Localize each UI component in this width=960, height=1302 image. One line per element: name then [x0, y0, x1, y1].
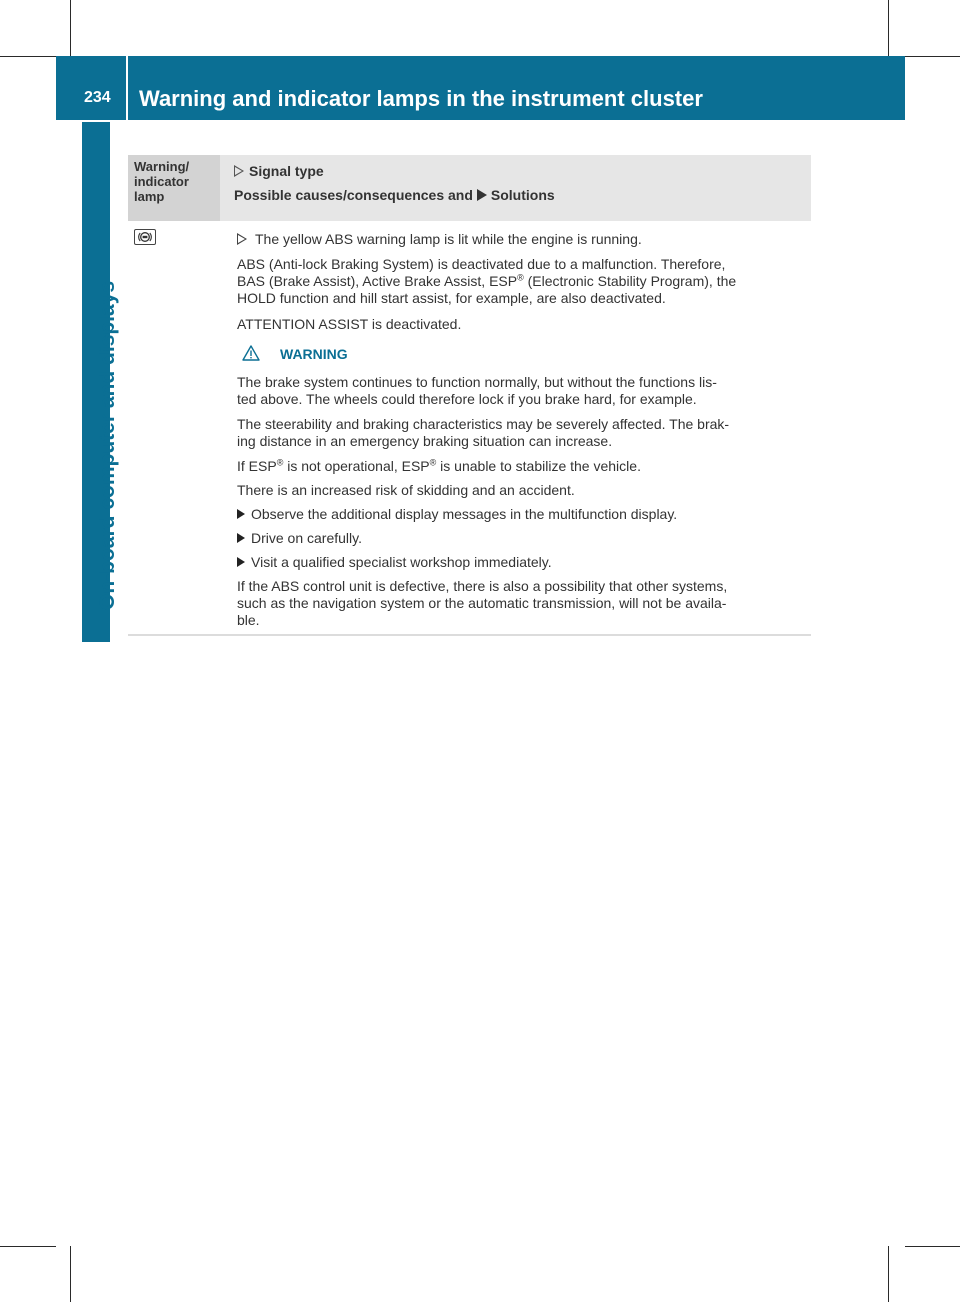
crop-mark [70, 0, 71, 56]
text-line: such as the navigation system or the automatic transmission, will not be availa- [237, 595, 727, 611]
step-text: Observe the additional display messages in the multifunction display. [251, 506, 678, 522]
page-title: Warning and indicator lamps in the instrument cluster [139, 86, 703, 111]
lamp-column-label-line: Warning/ [134, 159, 190, 174]
table-header [128, 155, 811, 221]
solution-step [237, 506, 811, 523]
step-arrow-icon [237, 557, 245, 567]
crop-mark [888, 0, 889, 56]
lamp-column-label [134, 159, 189, 204]
text-span: is unable to stabilize the vehicle. [436, 458, 641, 474]
causes-heading [234, 187, 555, 203]
warning-paragraph: There is an increased risk of skidding and an accident. [237, 482, 575, 498]
text-line: HOLD function and hill start assist, for example, are also deactivated. [237, 290, 666, 306]
abs-warning-lamp-icon [134, 229, 156, 245]
text-line [237, 273, 811, 290]
text-line: The steerability and braking characteristics may be severely affected. The brak- [237, 416, 730, 432]
causes-label: Possible causes/consequences and [234, 187, 473, 203]
step-arrow-icon [237, 533, 245, 543]
cause-paragraph [237, 256, 811, 307]
step-arrow-icon [237, 509, 245, 519]
solution-step [237, 554, 811, 571]
warning-label: WARNING [280, 346, 348, 362]
warning-paragraph [237, 416, 811, 450]
registered-mark: ® [276, 457, 284, 468]
crop-mark [905, 1246, 960, 1247]
text-line: ABS (Anti-lock Braking System) is deactivated due to a malfunction. Therefore, [237, 256, 726, 272]
warning-paragraph [237, 374, 811, 408]
crop-mark [0, 1246, 56, 1247]
attention-assist-text: ATTENTION ASSIST is deactivated. [237, 316, 462, 332]
text-span: (Electronic Stability Program), the [523, 273, 737, 289]
chapter-tab-label: On-board computer and displays [96, 280, 119, 610]
solution-arrow-icon [477, 189, 487, 201]
page-number: 234 [84, 89, 111, 106]
crop-mark [888, 1246, 889, 1302]
header-divider [126, 56, 128, 120]
warning-paragraph [237, 458, 811, 475]
text-span: If ESP [237, 458, 277, 474]
text-span: BAS (Brake Assist), Active Brake Assist, ESP [237, 273, 518, 289]
solutions-label: Solutions [490, 187, 555, 203]
final-paragraph [237, 578, 811, 629]
step-text: Drive on carefully. [251, 530, 363, 546]
text-line: The brake system continues to function normally, but without the functions lis- [237, 374, 717, 390]
crop-mark [905, 56, 960, 57]
signal-triangle-icon [234, 165, 244, 177]
registered-mark: ® [429, 457, 437, 468]
text-line: If the ABS control unit is defective, there is also a possibility that other systems, [237, 578, 728, 594]
registered-mark: ® [517, 272, 524, 283]
crop-mark [70, 1246, 71, 1302]
text-span: is not operational, ESP [283, 458, 430, 474]
lamp-column-label-line: indicator [134, 174, 189, 189]
signal-type-heading [234, 163, 324, 179]
signal-text: The yellow ABS warning lamp is lit while the engine is running. [255, 231, 642, 247]
table-header-lamp-col [128, 155, 220, 221]
text-line: ted above. The wheels could therefore lock if you brake hard, for example. [237, 391, 697, 407]
text-line: ble. [237, 612, 260, 628]
table-bottom-rule [128, 634, 811, 636]
lamp-column-label-line: lamp [134, 189, 165, 204]
crop-mark [0, 56, 56, 57]
signal-description [237, 231, 811, 248]
step-text: Visit a qualified specialist workshop immediately. [251, 554, 552, 570]
warning-triangle-icon [242, 345, 260, 361]
text-line: ing distance in an emergency braking situation can increase. [237, 433, 613, 449]
signal-triangle-icon [237, 233, 247, 245]
solution-step [237, 530, 811, 547]
signal-type-label: Signal type [249, 163, 324, 179]
